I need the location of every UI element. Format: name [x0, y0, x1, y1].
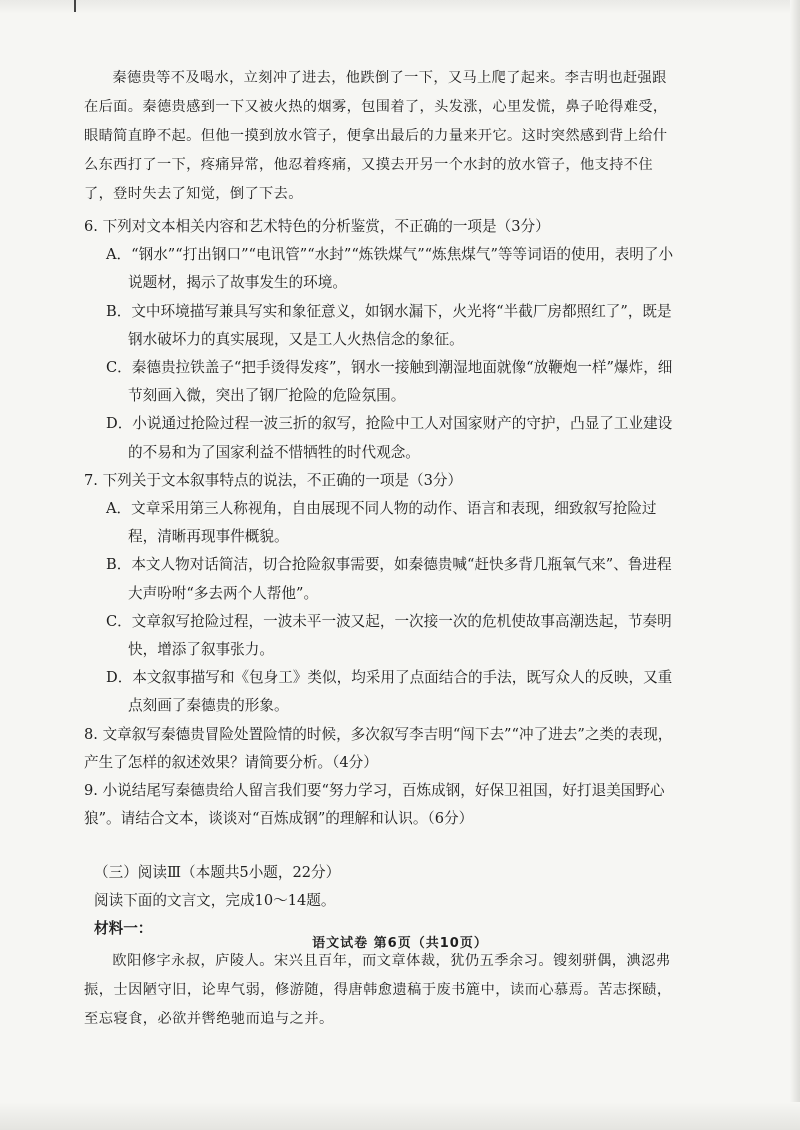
page-footer: 语文试卷 第6页（共10页） — [312, 936, 488, 951]
question-6-option-b: B．文中环境描写兼具写实和象征意义，如钢水漏下，火光将“半截厂房都照红了”，既是钢水破坏力的真实展现，又是工人火热信念的象征。 — [106, 302, 672, 348]
exam-page — [84, 64, 680, 1034]
question-6-stem: 6. 下列对文本相关内容和艺术特色的分析鉴赏，不正确的一项是（3分） — [84, 218, 550, 235]
section-heading: （三）阅读Ⅲ（本题共5小题，22分） — [94, 864, 341, 882]
scan-edge-bottom — [0, 1102, 800, 1130]
question-8-stem: 8. 文章叙写秦德贵冒险处置险情的时候，多次叙写李吉明“闯下去”“冲了进去”之类的表现，产生了怎样的叙述效果？请简要分析。（4分） — [84, 725, 673, 771]
question-7-option-a: A．文章采用第三人称视角，自由展现不同人物的动作、语言和表现，细致叙写抢险过程，清晰再现事件概貌。 — [106, 500, 657, 546]
material-label: 材料一： — [94, 920, 153, 938]
scan-mark — [74, 0, 76, 12]
question-6 — [84, 213, 680, 467]
question-7-option-c: C．文章叙写抢险过程，一波未平一波又起，一次接一次的危机使故事高潮迭起，节奏明快，增添了叙事张力。 — [106, 612, 672, 659]
question-7-stem: 7. 下列关于文本叙事特点的说法，不正确的一项是（3分） — [84, 471, 463, 489]
question-7 — [84, 467, 680, 721]
question-6-option-a: A．“钢水”“打出钢口”“电讯管”“水封”“炼铁煤气”“炼焦煤气”等等词语的使用，表明了小说题材，揭示了故事发生的环境。 — [106, 246, 674, 292]
section-instruction: 阅读下面的文言文，完成10～14题。 — [94, 892, 336, 910]
question-7-option-b: B．本文人物对话简洁，切合抢险叙事需要，如秦德贵喊“赶快多背几瓶氧气来”、鲁进程大声吩咐“多去两个人帮他”。 — [106, 556, 672, 602]
story-passage: 秦德贵等不及喝水，立刻冲了进去，他跌倒了一下，又马上爬了起来。李吉明也赶强跟在后面。秦德贵感到一下又被火热的烟雾，包围着了，头发涨，心里发慌，鼻子呛得难受，眼睛简直睁不起。但他一摸到放水管子，便拿出最后的力量来开它。这时突然感到背上给什么东西打了一下，疼痛异常，他忍着疼痛，又摸去开另一个水封的放水管子，他支持不住了，登时失去了知觉，倒了下去。 — [84, 70, 668, 202]
scan-edge-right — [790, 0, 800, 1130]
question-6-option-c: C．秦德贵拉铁盖子“把手烫得发疼”，钢水一接触到潮湿地面就像“放鞭炮一样”爆炸，细节刻画入微，突出了钢厂抢险的危险氛围。 — [106, 359, 673, 405]
scan-edge-top — [0, 0, 800, 14]
question-7-option-d: D．本文叙事描写和《包身工》类似，均采用了点面结合的手法，既写众人的反映，又重点刻画了秦德贵的形象。 — [106, 669, 673, 715]
question-9-stem: 9. 小说结尾写秦德贵给人留言我们要“努力学习，百炼成钢，好保卫祖国，好打退美国野心狼”。请结合文本，谈谈对“百炼成钢”的理解和认识。（6分） — [84, 782, 665, 828]
question-6-option-d: D．小说通过抢险过程一波三折的叙写，抢险中工人对国家财产的守护，凸显了工业建设的不易和为了国家利益不惜牺牲的时代观念。 — [106, 415, 673, 461]
classical-passage: 欧阳修字永叔，庐陵人。宋兴且百年，而文章体裁，犹仍五季余习。锼刻骈偶，淟涊弗振，士因陋守旧，论卑气弱，修游随，得唐韩愈遗稿于废书簏中，读而心慕焉。苦志探赜，至忘寝食，必欲并辔绝驰而追与之并。 — [84, 953, 672, 1028]
